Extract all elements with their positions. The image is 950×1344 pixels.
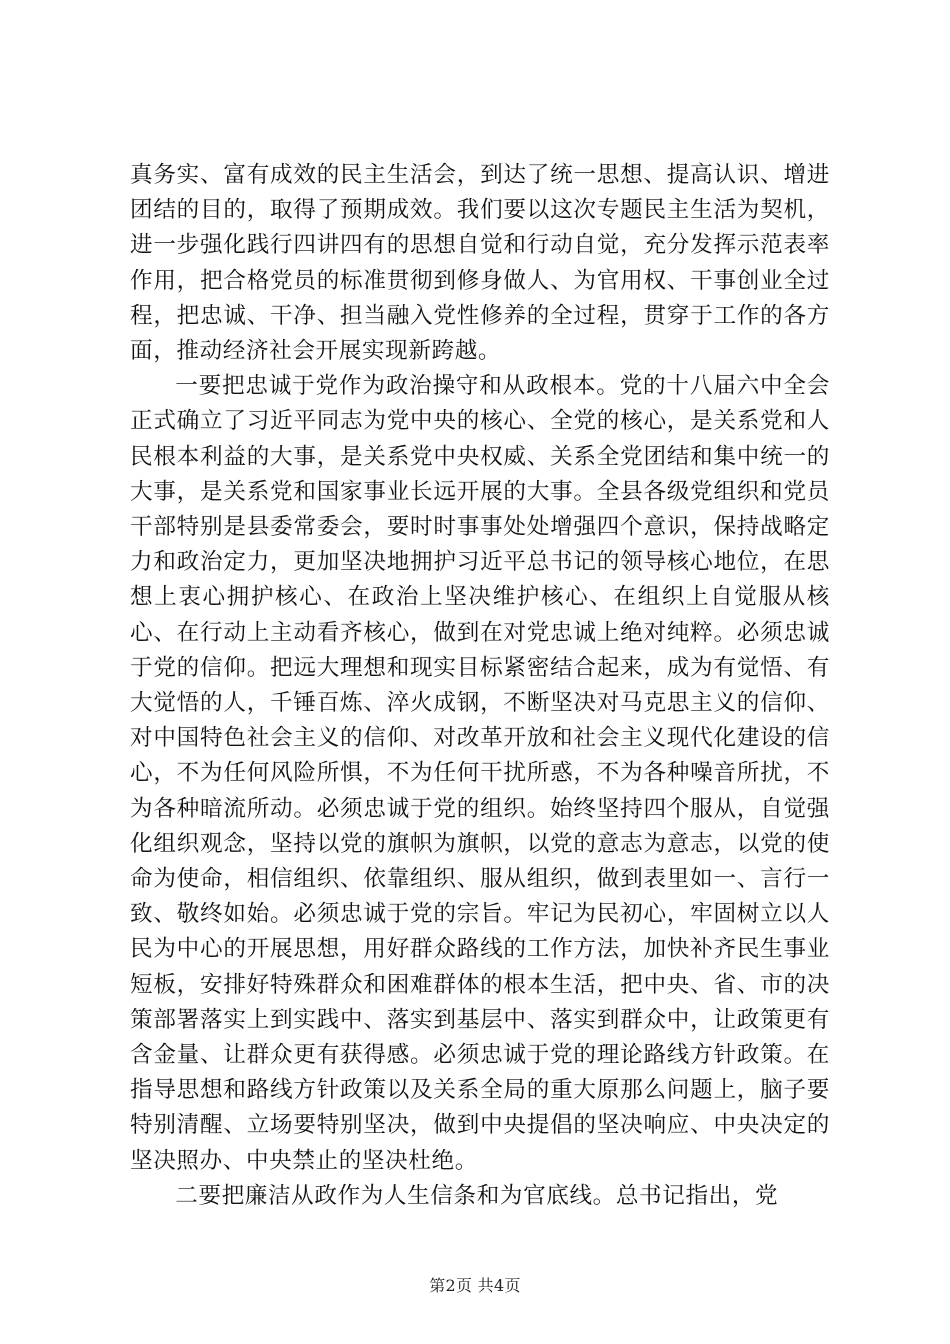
paragraph-continuation: 真务实、富有成效的民主生活会，到达了统一思想、提高认识、增进团结的目的，取得了预期成效。我们要以这次专题民主生活为契机，进一步强化践行四讲四有的思想自觉和行动自觉，充分发挥示范表率作用，把合格党员的标准贯彻到修身做人、为官用权、干事创业全过程，把忠诚、干净、担当融入党性修养的全过程，贯穿于工作的各方面，推动经济社会开展实现新跨越。	[130, 162, 830, 365]
document-body	[130, 158, 830, 1214]
paragraph-integrity: 二要把廉洁从政作为人生信条和为官底线。总书记指出，党	[175, 1182, 779, 1209]
paragraph-loyalty: 一要把忠诚于党作为政治操守和从政根本。党的十八届六中全会正式确立了习近平同志为党中央的核心、全党的核心，是关系党和人民根本利益的大事，是关系党中央权威、关系全党团结和集中统一的大事，是关系党和国家事业长远开展的大事。全县各级党组织和党员干部特别是县委常委会，要时时事事处处增强四个意识，保持战略定力和政治定力，更加坚决地拥护习近平总书记的领导核心地位，在思想上衷心拥护核心、在政治上坚决维护核心、在组织上自觉服从核心、在行动上主动看齐核心，做到在对党忠诚上绝对纯粹。必须忠诚于党的信仰。把远大理想和现实目标紧密结合起来，成为有觉悟、有大觉悟的人，千锤百炼、淬火成钢，不断坚决对马克思主义的信仰、对中国特色社会主义的信仰、对改革开放和社会主义现代化建设的信心，不为任何风险所惧，不为任何干扰所惑，不为各种噪音所扰，不为各种暗流所动。必须忠诚于党的组织。始终坚持四个服从，自觉强化组织观念，坚持以党的旗帜为旗帜，以党的意志为意志，以党的使命为使命，相信组织、依靠组织、服从组织，做到表里如一、言行一致、敬终如始。必须忠诚于党的宗旨。牢记为民初心，牢固树立以人民为中心的开展思想，用好群众路线的工作方法，加快补齐民生事业短板，安排好特殊群众和困难群体的根本生活，把中央、省、市的决策部署落实上到实践中、落实到基层中、落实到群众中，让政策更有含金量、让群众更有获得感。必须忠诚于党的理论路线方针政策。在指导思想和路线方针政策以及关系全局的重大原那么问题上，脑子要特别清醒、立场要特别坚决，做到中央提倡的坚决响应、中央决定的坚决照办、中央禁止的坚决杜绝。	[130, 373, 830, 1174]
page-footer: 第2页 共4页	[429, 1276, 521, 1295]
